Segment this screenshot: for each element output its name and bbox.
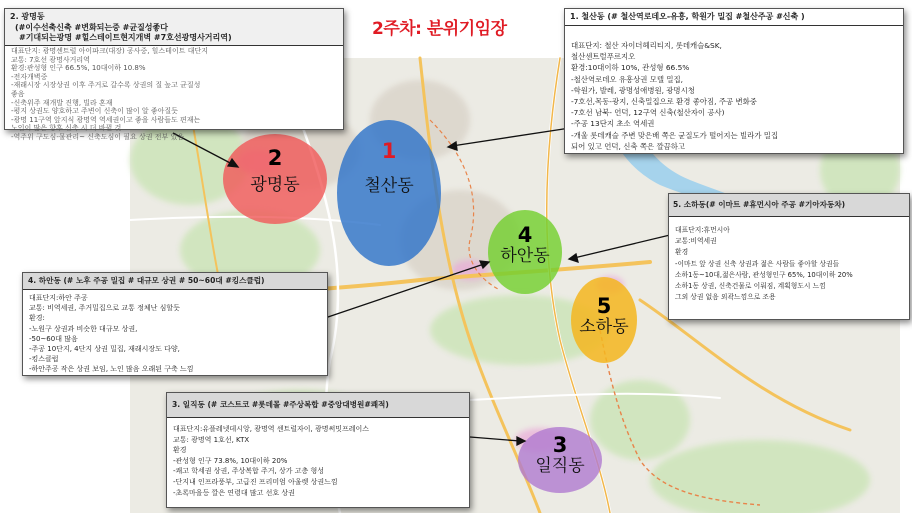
box-line: -주공 13단지 초소 역세권 (571, 119, 655, 129)
box-header: 1. 철산동 (# 철산역로데오-유흥, 학원가 밀집 #철산주공 #신축 ) (565, 9, 903, 26)
info-box-gwangmyeong (4, 8, 344, 141)
info-box-cheolsan (564, 8, 904, 154)
box-line: 대표단지:유플레넷데시앙, 광명역 센트럴자이, 광명써밋프레이스 (173, 425, 370, 433)
box-line: 교통: 광명역 1호선, KTX (173, 435, 250, 444)
box-line: -50~60대 많음 (29, 334, 78, 343)
box-line: -철산역로데오 유흥상권 모텔 밀집, (571, 74, 684, 84)
zone-number: 5 (596, 294, 612, 318)
zone-label-3 (535, 434, 584, 476)
box-line: -쾌고 학세권 상권, 주상복합 주거, 상가 고층 형성 (173, 467, 325, 476)
info-box-hāan (22, 272, 328, 376)
zone-name: 일직동 (535, 456, 585, 476)
box-line: 대표단지: 철산 자이더헤리티지, 롯데캐슬&SK, (571, 41, 722, 50)
box-line: 대표단지:휴먼시아 (675, 226, 730, 234)
box-header: 4. 하안동 (# 노후 주공 밀집 # 대규모 상권 # 50~60대 #킹스클럽) (23, 273, 327, 290)
box-line: 대표단지:하안 주공 (29, 294, 88, 302)
box-line: -주공 10단지, 4단지 상권 밀집, 재래시장도 다양, (29, 345, 180, 354)
box-body (23, 290, 327, 378)
box-line: -재래시장 시장상권 이후 주거로 갈수록 상권의 질 높고 균질성 (11, 81, 201, 90)
page-title: 2주차: 분위기임장 (372, 19, 507, 39)
box-line: 소하1동 상권, 신축건물로 이뤄짐, 계획형도시 느낌 (675, 282, 826, 291)
box-line: -7호선 남북- 언덕, 12구역 신축(철산자이 공사) (571, 108, 725, 118)
box-line: -학원가, 발레, 광명성애병원, 광명시청 (571, 85, 695, 95)
box-line: 좋음 (11, 89, 25, 98)
box-line: -신축위주 재개발 진행, 빌라 혼재 (11, 98, 113, 107)
box-header-tags-2: #기대되는광명 #힐스테이트현지개벽 #7호선광명사거리역) (5, 33, 343, 46)
box-body (167, 418, 469, 501)
box-header: 3. 일직동 (# 코스트코 #롯데몰 #주상복합 #중앙대병원#쾌적) (167, 393, 469, 418)
zone-label-5 (579, 295, 628, 337)
box-line: 환경: (29, 314, 45, 323)
box-line: -평지 상권도 양호하고 주변이 신축이 많이 알 좋아질듯 (11, 107, 178, 116)
box-body (565, 26, 903, 155)
zone-number: 2 (267, 146, 283, 170)
box-line: -7호선,목동-광지, 신축밀집으로 환경 좋아짐, 주공 변화중 (571, 97, 757, 107)
zone-name: 광명동 (250, 175, 300, 195)
box-line: 교통:비역세권 (675, 237, 717, 246)
zone-number: 1 (381, 139, 397, 163)
box-line: -노원구 상권과 비슷한 대규모 상권, (29, 324, 138, 333)
box-line: -관성형 인구 73.8%, 10대이하 20% (173, 456, 288, 465)
box-line: 그외 상권 없음 외곽느낌으로 조용 (675, 293, 776, 302)
box-line: -광명 11구역 앞지식 광명역 역세권이고 좋을 사람들도 편재는 (11, 115, 201, 124)
box-header: 2. 광명동 (5, 9, 343, 23)
box-line: 환경 (675, 248, 689, 257)
box-line: -단지내 인프라풍부, 고급진 프리미엄 아울렛 상권느낌 (173, 477, 338, 486)
box-line: -하안주공 작은 상권 보임, 노인 많음 오래된 구축 느낌 (29, 365, 194, 374)
box-body (5, 46, 343, 145)
info-box-soha (668, 193, 910, 320)
box-line: 환경 (173, 446, 187, 455)
zone-number: 3 (552, 433, 568, 457)
box-line: -전자개벽중 (11, 72, 48, 81)
box-line: 환경:10대이하 10%, 관성형 66.5% (571, 63, 690, 73)
box-line: 대표단지: 광명센트럴 아이파크(대장) 공사중, 힐스테이트 대단지 (11, 47, 208, 55)
box-line: -역주위 구도심-물관리~ 신축도심이 필요 상권 전부 있음 (11, 132, 185, 141)
box-line: -개울 롯데캐슬 주변 맞은배 쪽은 균질도가 떨어지는 빌라가 밀집 (571, 130, 779, 140)
box-line: 소하1동~10대,젊은사람, 관성형인구 65%, 10대이하 20% (675, 270, 853, 279)
box-line: -초록마을등 깔은 연령대 많고 선호 상권 (173, 488, 295, 497)
zone-number: 4 (517, 223, 533, 247)
zone-label-2 (250, 147, 299, 195)
box-line: 되어 있고 언덕, 신축 쪽은 깔끔하고 (571, 141, 686, 151)
box-line: 철산센트럴푸르지오 (571, 52, 636, 62)
box-line: 교통: 7호선 광명사거리역 (11, 55, 90, 64)
zone-name: 철산동 (364, 176, 414, 196)
box-line: -이마트 앞 상권 신축 상권과 젊은 사람들 좋아할 상권들 (675, 259, 840, 268)
zone-name: 하안동 (500, 246, 550, 266)
box-body (669, 217, 909, 306)
zone-name: 소하동 (579, 317, 629, 337)
box-line: 노인이 많은 향후 신축 시 더 바뀔 것 (11, 124, 122, 133)
box-header: 5. 소하동(# 이마트 #휴먼시아 주공 #기아자동차) (669, 194, 909, 217)
zone-label-1 (364, 140, 413, 196)
box-header-tags: (#이수선축신축 #변화되는중 #균질성좋다 (5, 23, 343, 33)
info-box-iljik (166, 392, 470, 508)
box-line: 환경:관성형 인구 66.5%, 10대이하 10.8% (11, 64, 146, 73)
box-line: 교통: 비역세권, 주거밀집으로 교통 정체난 심할듯 (29, 304, 180, 313)
zone-label-4 (500, 224, 549, 266)
box-line: -킹스클럽 (29, 355, 59, 364)
